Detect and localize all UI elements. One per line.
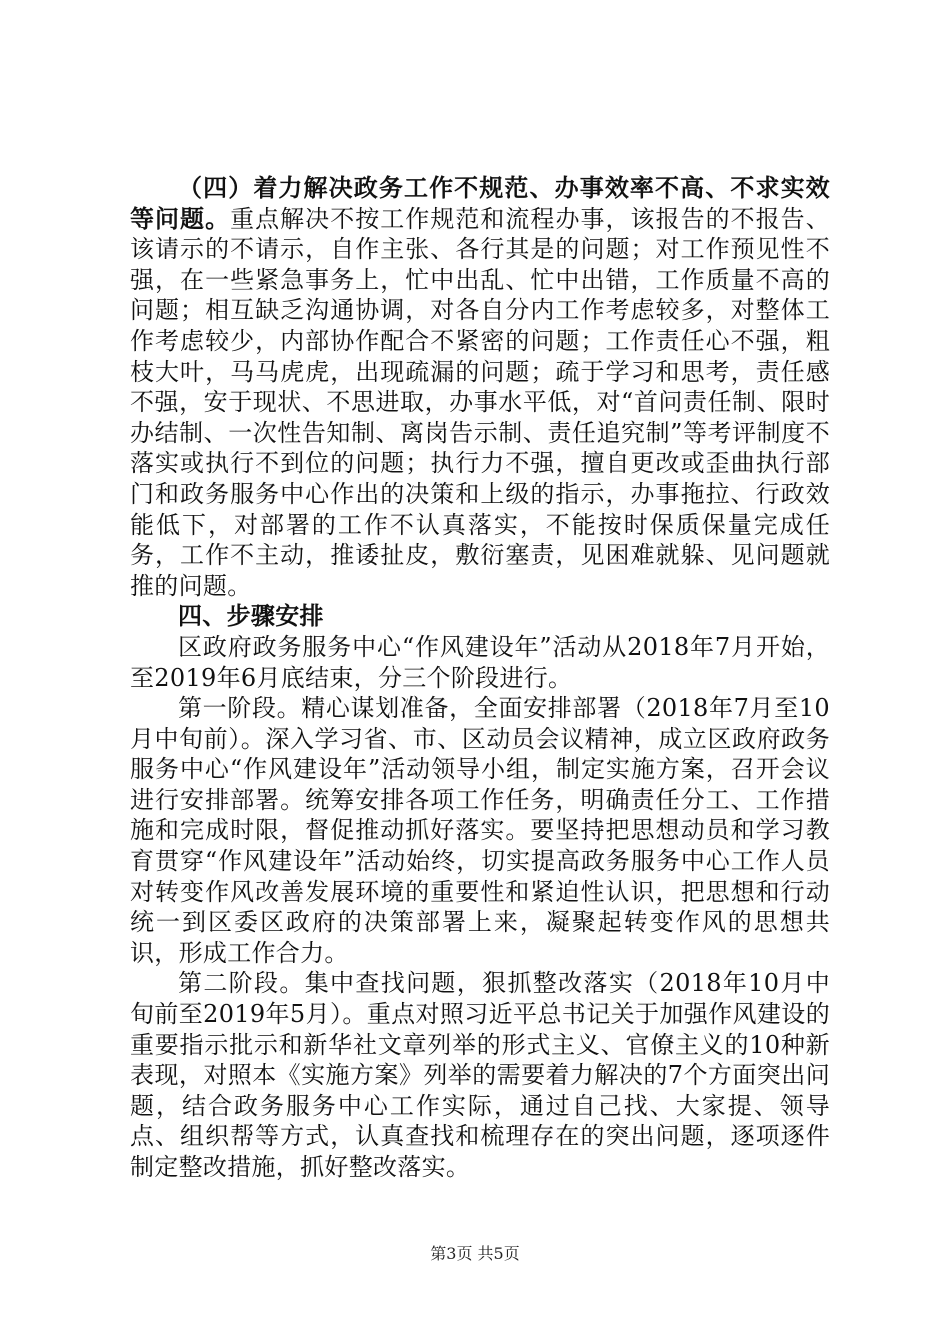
section-four-lead: （四）着力解决政务工作不规范、办事效率不高、不求实效等问题。 [130, 173, 830, 233]
phase-one-paragraph: 第一阶段。精心谋划准备，全面安排部署（2018年7月至10月中旬前）。深入学习省、市、区动员会议精神，成立区政府政务服务中心“作风建设年”活动领导小组，制定实施方案，召开会议进行安排部署。统筹安排各项工作任务，明确责任分工、工作措施和完成时限，督促推动抓好落实。要坚持把思想动员和学习教育贯穿“作风建设年”活动始终，切实提高政务服务中心工作人员对转变作风改善发展环境的重要性和紧迫性认识，把思想和行动统一到区委区政府的决策部署上来，凝聚起转变作风的思想共识，形成工作合力。 [130, 694, 830, 967]
document-body [130, 173, 830, 1183]
page-number-footer: 第3页 共5页 [430, 1244, 520, 1263]
steps-heading: 四、步骤安排 [178, 601, 324, 631]
phase-two-paragraph: 第二阶段。集中查找问题，狠抓整改落实（2018年10月中旬前至2019年5月）。重点对照习近平总书记关于加强作风建设的重要指示批示和新华社文章列举的形式主义、官僚主义的10种新表现，对照本《实施方案》列举的需要着力解决的7个方面突出问题，结合政务服务中心工作实际，通过自己找、大家提、领导点、组织帮等方式，认真查找和梳理存在的突出问题，逐项逐件制定整改措施，抓好整改落实。 [130, 969, 830, 1181]
section-four-paragraph [130, 173, 830, 601]
section-four-body: 重点解决不按工作规范和流程办事，该报告的不报告、该请示的不请示，自作主张、各行其是的问题；对工作预见性不强，在一些紧急事务上，忙中出乱、忙中出错，工作质量不高的问题；相互缺乏沟通协调，对各自分内工作考虑较多，对整体工作考虑较少，内部协作配合不紧密的问题；工作责任心不强，粗枝大叶，马马虎虎，出现疏漏的问题；疏于学习和思考，责任感不强，安于现状、不思进取，办事水平低，对“首问责任制、限时办结制、一次性告知制、离岗告示制、责任追究制”等考评制度不落实或执行不到位的问题；执行力不强，擅自更改或歪曲执行部门和政务服务中心作出的决策和上级的指示，办事拖拉、行政效能低下，对部署的工作不认真落实，不能按时保质保量完成任务，工作不主动，推诿扯皮，敷衍塞责，见困难就躲、见问题就推的问题。 [130, 204, 830, 600]
steps-intro-paragraph: 区政府政务服务中心“作风建设年”活动从2018年7月开始，至2019年6月底结束，分三个阶段进行。 [130, 632, 830, 692]
